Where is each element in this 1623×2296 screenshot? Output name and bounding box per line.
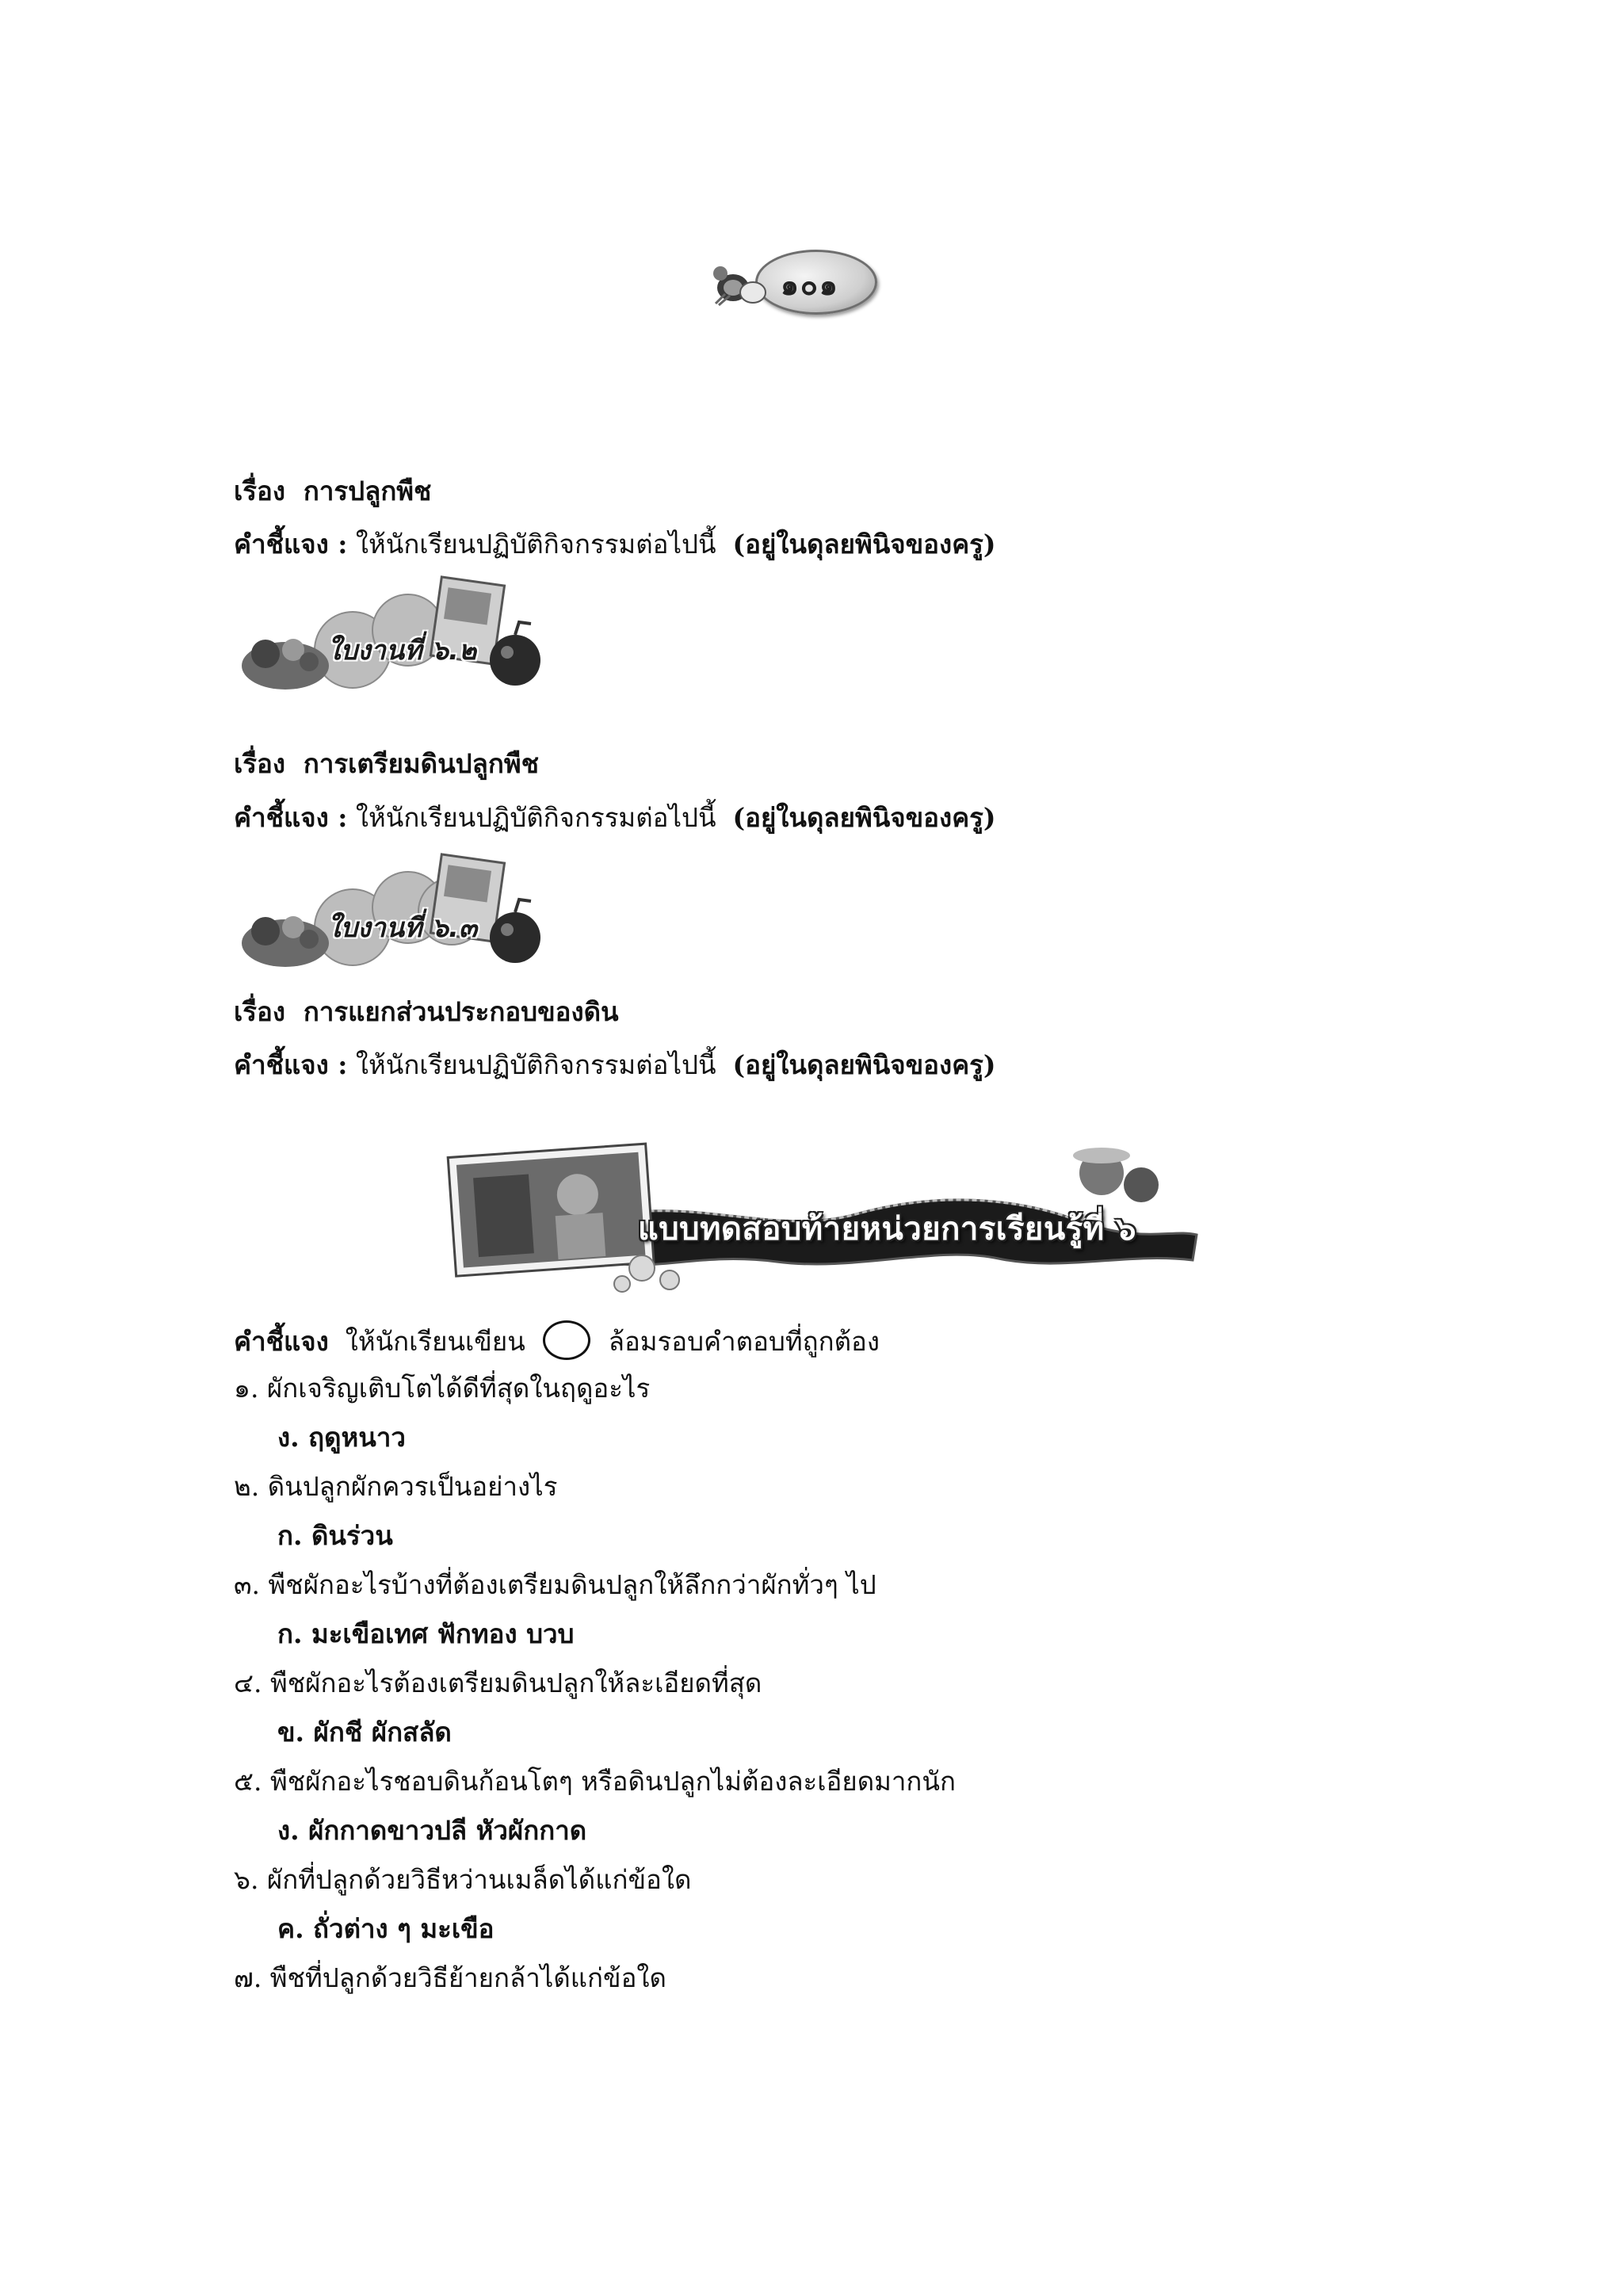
test-title: แบบทดสอบท้ายหน่วยการเรียนรู้ที่ ๖ xyxy=(638,1211,1136,1247)
section-1-instruction xyxy=(234,527,996,562)
topic-label: เรื่อง xyxy=(234,996,285,1027)
answer-1: ง. ฤดูหนาว xyxy=(277,1422,406,1453)
section-1-topic xyxy=(234,474,431,509)
topic-label: เรื่อง xyxy=(234,476,285,506)
question-7: ๗. พืชที่ปลูกด้วยวิธีย้ายกล้าได้แก่ข้อใด xyxy=(234,1962,666,1993)
page-number: ๑๐๑ xyxy=(781,269,839,302)
instruction-text: ให้นักเรียนปฏิบัติกิจกรรมต่อไปนี้ xyxy=(355,1049,716,1080)
question-3: ๓. พืชผักอะไรบ้างที่ต้องเตรียมดินปลูกให้ลึกกว่าผักทั่วๆ ไป xyxy=(234,1569,876,1600)
worksheet-banner-title: ใบงานที่ ๖.๒ xyxy=(327,635,477,667)
section-2-topic xyxy=(234,747,539,781)
page-number-badge xyxy=(709,242,876,315)
section-3-topic xyxy=(234,995,619,1030)
question-6: ๖. ผักที่ปลูกด้วยวิธีหว่านเมล็ดได้แก่ข้อใด xyxy=(234,1864,692,1895)
worksheet-banner-6-2 xyxy=(234,575,559,693)
answer-2: ก. ดินร่วน xyxy=(277,1520,393,1551)
fruit-cluster-icon xyxy=(709,256,773,307)
question-2: ๒. ดินปลูกผักควรเป็นอย่างไร xyxy=(234,1471,558,1502)
instruction-text: ให้นักเรียนเขียน xyxy=(345,1326,525,1357)
section-2-instruction xyxy=(234,800,996,835)
test-banner xyxy=(444,1141,1205,1296)
test-instruction xyxy=(234,1324,880,1363)
instruction-text: ให้นักเรียนปฏิบัติกิจกรรมต่อไปนี้ xyxy=(355,529,716,560)
answer-3: ก. มะเขือเทศ ฟักทอง บวบ xyxy=(277,1618,575,1649)
question-4: ๔. พืชผักอะไรต้องเตรียมดินปลูกให้ละเอียดที่สุด xyxy=(234,1668,762,1698)
instruction-label: คำชี้แจง : xyxy=(234,529,348,560)
topic-label: เรื่อง xyxy=(234,748,285,779)
answer-5: ง. ผักกาดขาวปลี หัวผักกาด xyxy=(277,1815,587,1846)
topic-text: การแยกส่วนประกอบของดิน xyxy=(303,996,619,1027)
instruction-label: คำชี้แจง xyxy=(234,1326,329,1357)
answer-6: ค. ถั่วต่าง ๆ มะเขือ xyxy=(277,1913,495,1944)
answer-4: ข. ผักชี ผักสลัด xyxy=(277,1717,452,1748)
instruction-label: คำชี้แจง : xyxy=(234,802,348,833)
circle-symbol-icon xyxy=(543,1320,590,1360)
worksheet-banner-title: ใบงานที่ ๖.๓ xyxy=(327,912,478,944)
instruction-text-after: ล้อมรอบคำตอบที่ถูกต้อง xyxy=(608,1326,880,1357)
instruction-note: (อยู่ในดุลยพินิจของครู) xyxy=(732,529,996,560)
worksheet-banner-6-3 xyxy=(234,852,559,971)
section-3-instruction xyxy=(234,1048,996,1083)
instruction-note: (อยู่ในดุลยพินิจของครู) xyxy=(732,802,996,833)
topic-text: การเตรียมดินปลูกพืช xyxy=(303,748,539,779)
instruction-text: ให้นักเรียนปฏิบัติกิจกรรมต่อไปนี้ xyxy=(355,802,716,833)
instruction-note: (อยู่ในดุลยพินิจของครู) xyxy=(732,1049,996,1080)
instruction-label: คำชี้แจง : xyxy=(234,1049,348,1080)
question-5: ๕. พืชผักอะไรชอบดินก้อนโตๆ หรือดินปลูกไม่ต้องละเอียดมากนัก xyxy=(234,1766,956,1797)
topic-text: การปลูกพืช xyxy=(303,476,432,506)
question-1: ๑. ผักเจริญเติบโตได้ดีที่สุดในฤดูอะไร xyxy=(234,1373,651,1404)
